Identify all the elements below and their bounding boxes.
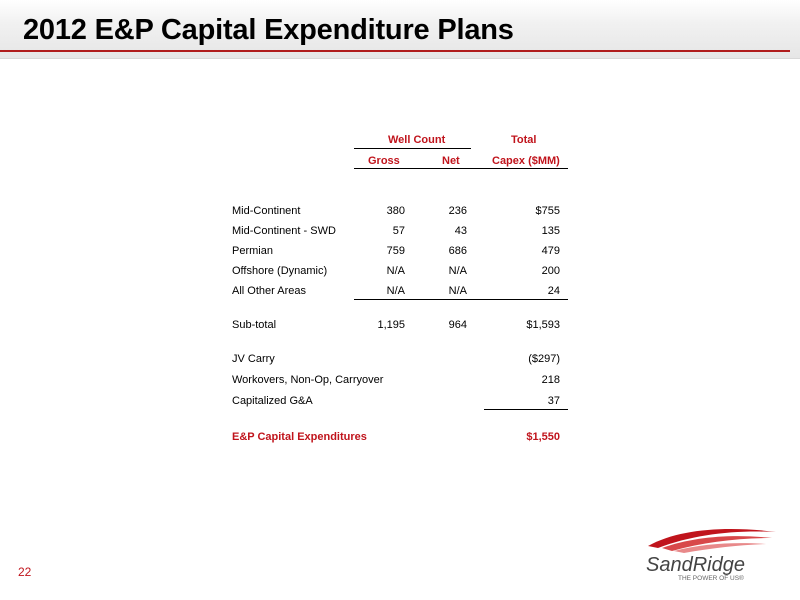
row-gross: N/A: [386, 265, 405, 277]
logo-wordmark: SandRidge: [646, 554, 745, 576]
row-capex: $755: [535, 205, 560, 217]
sandridge-logo: [640, 526, 780, 582]
row-net: N/A: [448, 265, 467, 277]
row-net: 43: [454, 225, 467, 237]
subtotal-net: 964: [448, 319, 467, 331]
row-capex: 200: [541, 265, 560, 277]
row-gross: N/A: [386, 285, 405, 297]
header-gross: Gross: [368, 155, 400, 167]
adjustment-capex: 218: [541, 374, 560, 386]
header-rule: [354, 168, 568, 169]
header-total: Total: [511, 134, 537, 146]
header-net: Net: [442, 155, 460, 167]
row-label: All Other Areas: [232, 285, 306, 297]
row-net: 686: [448, 245, 467, 257]
adjustment-label: Capitalized G&A: [232, 395, 313, 407]
well-count-rule: [354, 148, 471, 149]
total-rule: [484, 409, 568, 410]
logo-tagline: THE POWER OF US®: [678, 575, 744, 582]
row-label: Mid-Continent - SWD: [232, 225, 336, 237]
subtotal-label: Sub-total: [232, 319, 277, 331]
row-gross: 380: [386, 205, 405, 217]
row-net: 236: [448, 205, 467, 217]
adjustment-capex: 37: [547, 395, 560, 407]
total-capex: $1,550: [526, 431, 560, 443]
header-well-count: Well Count: [388, 134, 446, 146]
row-label: Mid-Continent: [232, 205, 301, 217]
subtotal-rule: [354, 299, 568, 300]
subtotal-capex: $1,593: [526, 319, 560, 331]
page-title: 2012 E&P Capital Expenditure Plans: [23, 14, 514, 46]
adjustment-label: Workovers, Non-Op, Carryover: [232, 374, 384, 386]
sandridge-logo-mark: [640, 526, 780, 582]
page-number: 22: [18, 565, 32, 579]
row-label: Permian: [232, 245, 273, 257]
adjustment-capex: ($297): [528, 353, 560, 365]
adjustment-label: JV Carry: [232, 353, 275, 365]
row-capex: 479: [541, 245, 560, 257]
row-net: N/A: [448, 285, 467, 297]
row-gross: 759: [386, 245, 405, 257]
header-capex: Capex ($MM): [492, 155, 560, 167]
row-capex: 135: [541, 225, 560, 237]
row-gross: 57: [392, 225, 405, 237]
row-label: Offshore (Dynamic): [232, 265, 328, 277]
total-label: E&P Capital Expenditures: [232, 431, 367, 443]
subtotal-gross: 1,195: [377, 319, 405, 331]
row-capex: 24: [547, 285, 560, 297]
title-underline: [0, 50, 790, 52]
title-bar: [0, 0, 800, 59]
